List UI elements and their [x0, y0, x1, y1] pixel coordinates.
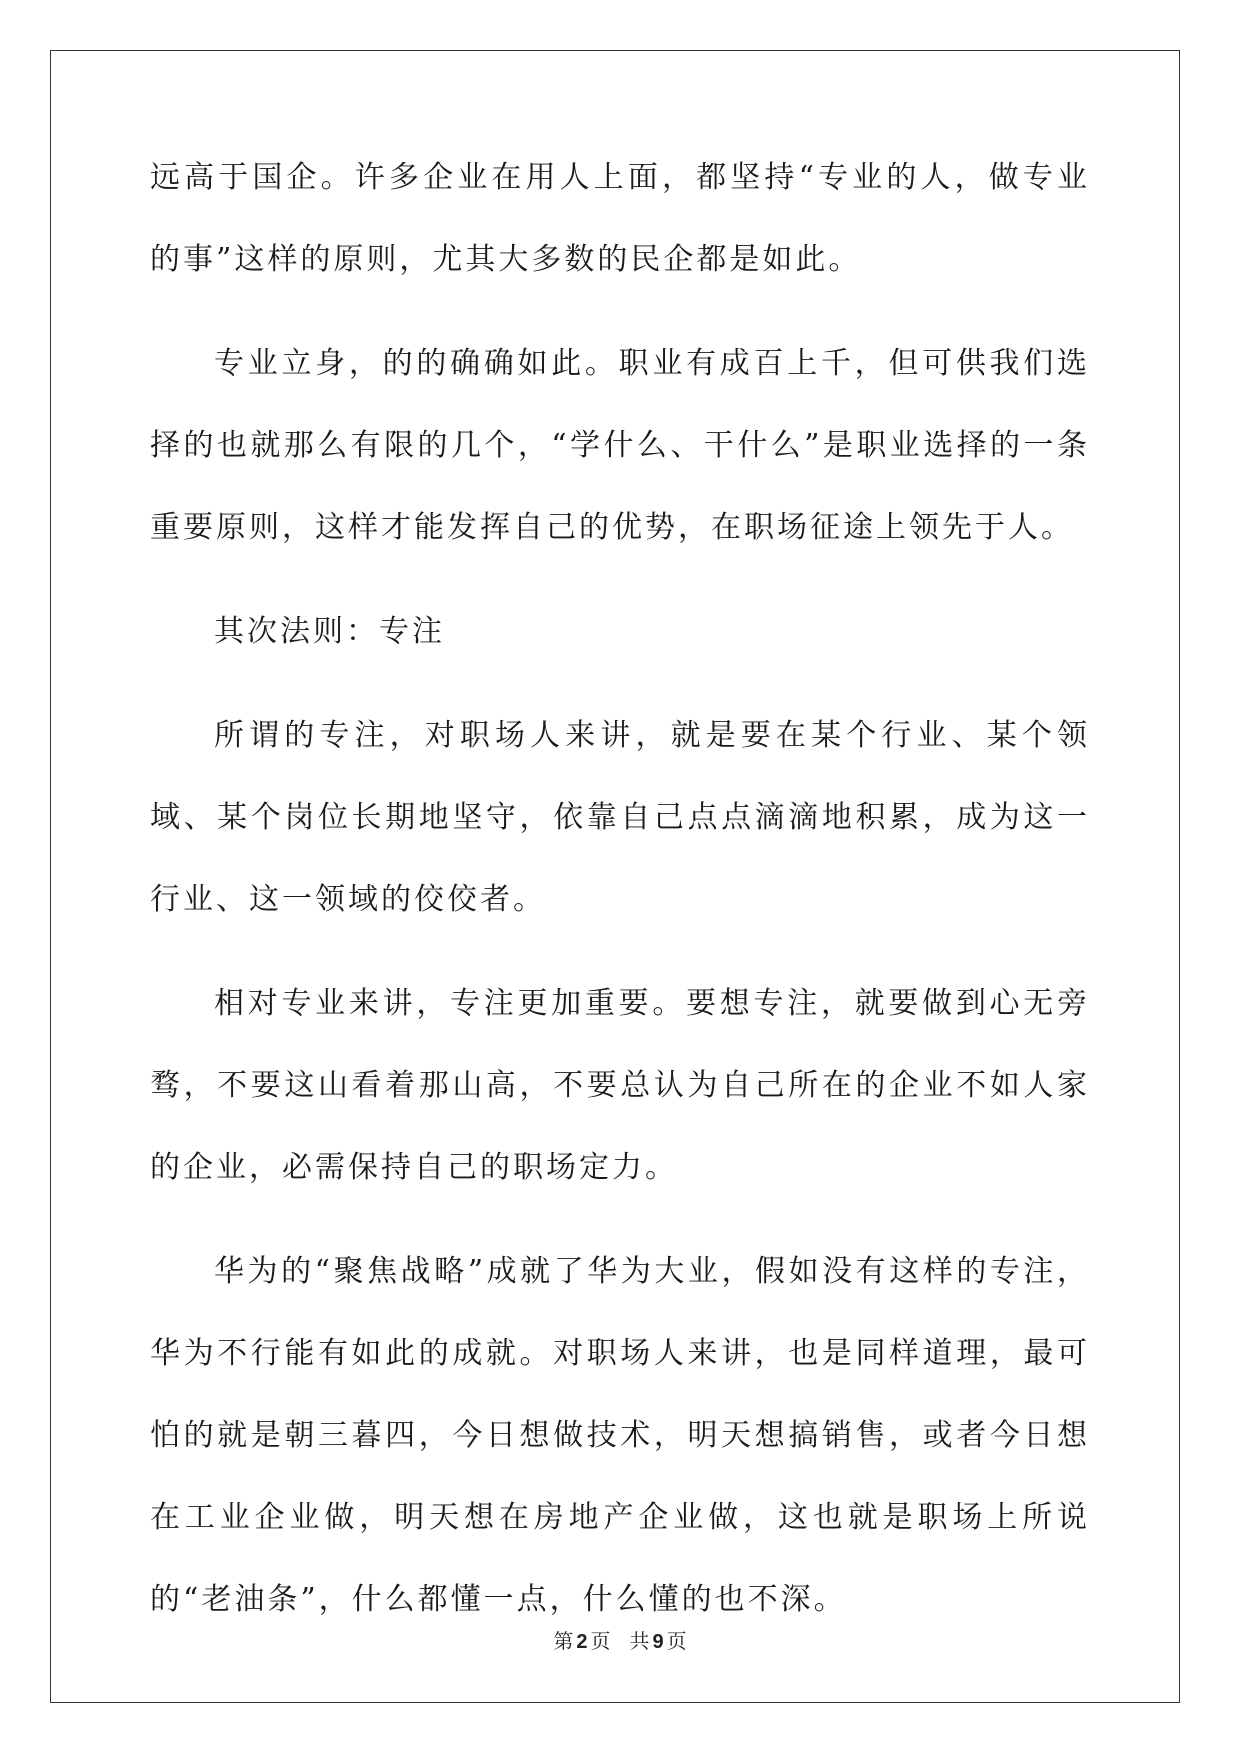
section-heading-focus: 其次法则：专注	[214, 614, 445, 649]
page-prefix: 第	[553, 1629, 575, 1653]
paragraph-huawei-example: 华为的“聚焦战略”成就了华为大业，假如没有这样的专注，华为不行能有如此的成就。对职场人来讲，也是同样道理，最可怕的就是朝三暮四，今日想做技术，明天想搞销售，或者今日想在工业企业做，明天想在房地产企业做，这也就是职场上所说的“老油条”，什么都懂一点，什么懂的也不深。	[150, 1254, 1090, 1617]
paragraph-focus-importance: 相对专业来讲，专注更加重要。要想专注，就要做到心无旁骛，不要这山看着那山高，不要总认为自己所在的企业不如人家的企业，必需保持自己的职场定力。	[150, 986, 1090, 1185]
page-footer	[0, 1625, 1241, 1654]
current-page-number: 2	[576, 1631, 589, 1653]
document-body	[150, 155, 1090, 1663]
page-unit: 页	[590, 1629, 612, 1653]
paragraph-continuation: 远高于国企。许多企业在用人上面，都坚持“专业的人，做专业的事”这样的原则，尤其大多数的民企都是如此。	[150, 160, 1090, 277]
paragraph-focus-definition: 所谓的专注，对职场人来讲，就是要在某个行业、某个领域、某个岗位长期地坚守，依靠自己点点滴滴地积累，成为这一行业、这一领域的佼佼者。	[150, 718, 1090, 917]
paragraph-specialty: 专业立身，的的确确如此。职业有成百上千，但可供我们选择的也就那么有限的几个，“学什么、干什么”是职业选择的一条重要原则，这样才能发挥自己的优势，在职场征途上领先于人。	[150, 346, 1090, 545]
total-prefix: 共	[629, 1629, 651, 1653]
total-page-number: 9	[652, 1631, 665, 1653]
total-unit: 页	[666, 1629, 688, 1653]
